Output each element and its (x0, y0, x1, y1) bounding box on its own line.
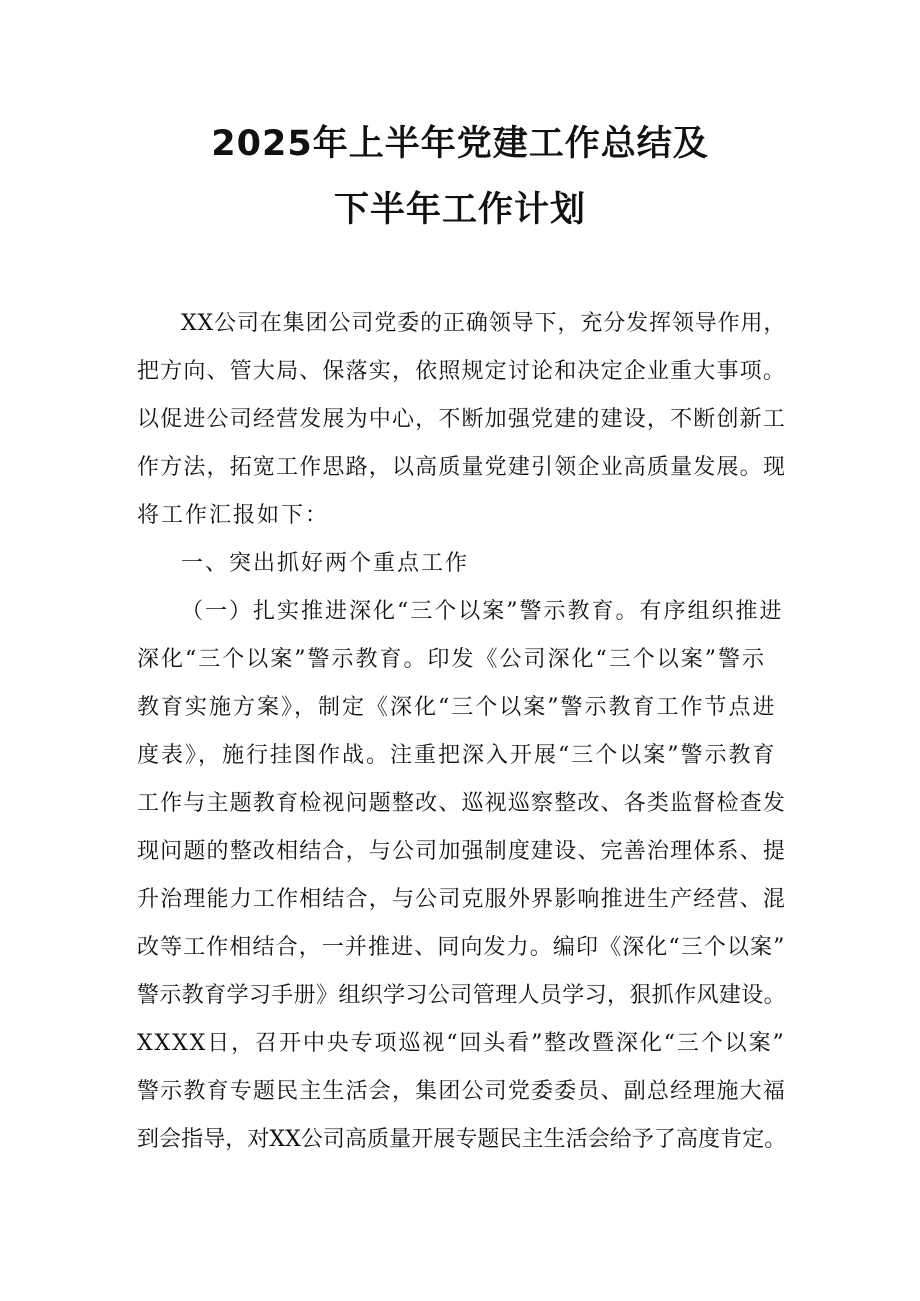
body-line-8: 深化“三个以案”警示教育。印发《公司深化“三个以案”警示 (137, 647, 766, 672)
body-line-7: （一）扎实推进深化“三个以案”警示教育。有序组织推进 (181, 599, 784, 624)
body-line-3: 以促进公司经营发展为中心，不断加强党建的建设，不断创新工 (137, 407, 787, 432)
body-line-17: 警示教育专题民主生活会，集团公司党委委员、副总经理施大福 (137, 1079, 787, 1104)
section-heading-1: 一、突出抓好两个重点工作 (181, 551, 470, 576)
body-line-11: 工作与主题教育检视问题整改、巡视巡察整改、各类监督检查发 (137, 791, 787, 816)
body-line-16: XXXX日，召开中央专项巡视“回头看”整改暨深化“三个以案” (137, 1031, 786, 1056)
body-line-5: 将工作汇报如下： (137, 503, 330, 528)
body-line-14: 改等工作相结合，一并推进、同向发力。编印《深化“三个以案” (137, 935, 786, 960)
body-line-4: 作方法，拓宽工作思路，以高质量党建引领企业高质量发展。现 (137, 455, 787, 480)
body-line-9: 教育实施方案》，制定《深化“三个以案”警示教育工作节点进 (137, 695, 777, 720)
body-line-13: 升治理能力工作相结合，与公司克服外界影响推进生产经营、混 (137, 887, 787, 912)
body-line-12: 现问题的整改相结合，与公司加强制度建设、完善治理体系、提 (137, 839, 787, 864)
document-title-line1: 2025年上半年党建工作总结及 (211, 124, 709, 164)
body-line-2: 把方向、管大局、保落实，依照规定讨论和决定企业重大事项。 (137, 359, 787, 384)
document-title-line2: 下半年工作计划 (333, 190, 586, 230)
body-line-1: XX公司在集团公司党委的正确领导下，充分发挥领导作用， (181, 311, 787, 336)
body-line-18: 到会指导，对XX公司高质量开展专题民主生活会给予了高度肯定。 (137, 1127, 787, 1152)
body-line-10: 度表》，施行挂图作战。注重把深入开展“三个以案”警示教育 (137, 743, 777, 768)
body-line-15: 警示教育学习手册》组织学习公司管理人员学习，狠抓作风建设。 (137, 983, 787, 1008)
